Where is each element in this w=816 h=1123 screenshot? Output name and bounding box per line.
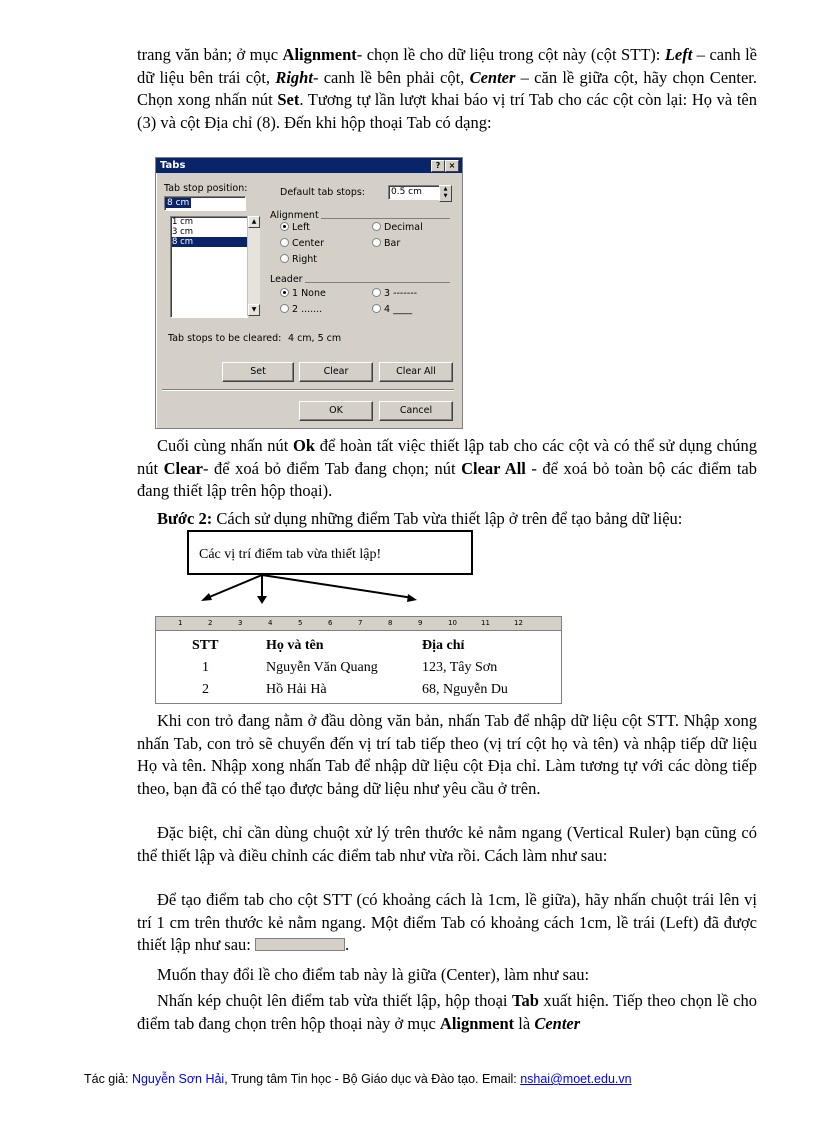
callout-box: Các vị trí điểm tab vừa thiết lập! — [187, 530, 473, 575]
page-footer: Tác giả: Nguyễn Sơn Hải, Trung tâm Tin học - Bộ Giáo dục và Đào tạo. Email: nshai@moet.edu.vn — [84, 1072, 632, 1086]
default-tab-stops-label: Default tab stops: — [280, 187, 365, 198]
scroll-up-icon[interactable]: ▲ — [248, 216, 260, 228]
leader-label: Leader — [270, 274, 303, 285]
table-cell: Nguyễn Văn Quang — [266, 660, 378, 675]
spinner-icon[interactable]: ▲ ▼ — [439, 185, 452, 202]
table-cell: 2 — [202, 682, 209, 697]
list-item[interactable]: 8 cm — [172, 237, 247, 247]
dialog-title-bar — [156, 158, 462, 173]
paragraph-ok-clear: Cuối cùng nhấn nút Ok để hoàn tất việc thiết lập tab cho các cột và có thể sử dụng chúng nút Clear- để xoá bỏ điểm Tab đang chọn; nút Clear All - để xoá bỏ toàn bộ các điểm tab đang thiết lập trên hộp thoại). — [137, 436, 757, 500]
default-tab-stops-input[interactable]: 0.5 cm — [388, 185, 440, 200]
table-cell: 68, Nguyễn Du — [422, 682, 508, 697]
paragraph-create-tab: Để tạo điểm tab cho cột STT (có khoảng cách là 1cm, lề giữa), hãy nhấn chuột trái lên vị trí 1 cm trên thước kẻ nằm ngang. Một điểm Tab có khoảng cách 1cm, lề trái (Left) đã được thiết lập như sau: . — [137, 890, 757, 954]
tab-stops-cleared-label: Tab stops to be cleared: — [168, 333, 282, 344]
horizontal-ruler[interactable]: 1 2 3 4 5 6 7 8 9 10 11 12 — [156, 617, 561, 631]
dialog-title: Tabs — [160, 160, 186, 171]
author-name: Nguyễn Sơn Hải — [131, 1072, 225, 1086]
table-header-address: Địa chỉ — [422, 638, 465, 653]
table-cell: 123, Tây Sơn — [422, 660, 498, 675]
clear-all-button[interactable]: Clear All — [379, 362, 453, 382]
tab-stop-list[interactable] — [170, 216, 248, 318]
paragraph-ruler: Đặc biệt, chỉ cần dùng chuột xử lý trên thước kẻ nằm ngang (Vertical Ruler) bạn cũng có thể thiết lập và điều chỉnh các điểm tab như vừa rồi. Cách làm như sau: — [137, 823, 757, 865]
set-button[interactable]: Set — [222, 362, 294, 382]
list-item[interactable]: 3 cm — [172, 227, 194, 237]
align-bar-radio[interactable]: Bar — [372, 238, 400, 249]
align-decimal-radio[interactable]: Decimal — [372, 222, 423, 233]
paragraph-using-tabs: Khi con trỏ đang nằm ở đầu dòng văn bản, nhấn Tab để nhập dữ liệu cột STT. Nhập xong nhấn Tab, con trỏ sẽ chuyển đến vị trí tab tiếp theo (vị trí cột họ và tên) và nhập tiếp dữ liệu Họ và tên. Nhập xong nhấn Tab để nhập dữ liệu cột Địa chỉ. Làm tương tự với các dòng tiếp theo, bạn đã có thể tạo được bảng dữ liệu như yêu cầu ở trên. — [137, 711, 757, 798]
step-2-heading: Bước 2: Cách sử dụng những điểm Tab vừa thiết lập ở trên để tạo bảng dữ liệu: — [157, 509, 683, 528]
paragraph-alignment-intro: trang văn bản; ở mục Alignment- chọn lề cho dữ liệu trong cột này (cột STT): Left – canh lề dữ liệu bên trái cột, Right- canh lề bên phải cột, Center – căn lề giữa cột, hãy chọn Center. Chọn xong nhấn nút Set. Tương tự lần lượt khai báo vị trí Tab cho các cột còn lại: Họ và tên (3) và cột Địa chỉ (8). Đến khi hộp thoại Tab có dạng: — [137, 45, 758, 132]
callout-arrows — [195, 574, 425, 606]
email-link[interactable]: nshai@moet.edu.vn — [520, 1072, 632, 1086]
align-center-radio[interactable]: Center — [280, 238, 324, 249]
ruler-table-example — [155, 616, 562, 704]
alignment-label: Alignment — [270, 210, 319, 221]
table-cell: Hồ Hải Hà — [266, 682, 327, 697]
scroll-down-icon[interactable]: ▼ — [248, 304, 260, 316]
table-header-name: Họ và tên — [266, 638, 324, 653]
help-icon[interactable]: ? — [431, 160, 445, 172]
tab-stops-cleared-value: 4 cm, 5 cm — [288, 333, 342, 344]
tab-stop-position-input[interactable]: 8 cm — [164, 196, 246, 211]
align-left-radio[interactable]: Left — [280, 222, 310, 233]
tab-stop-position-label: Tab stop position: — [164, 183, 248, 194]
list-scrollbar[interactable] — [247, 216, 260, 316]
leader-1-radio[interactable]: 1 None — [280, 288, 326, 299]
table-header-stt: STT — [192, 638, 219, 653]
leader-2-radio[interactable]: 2 ....... — [280, 304, 322, 315]
cancel-button[interactable]: Cancel — [379, 401, 453, 421]
leader-4-radio[interactable]: 4 ____ — [372, 304, 412, 315]
paragraph-change-center: Muốn thay đổi lề cho điểm tab này là giữa (Center), làm như sau: — [157, 965, 590, 984]
paragraph-double-click: Nhấn kép chuột lên điểm tab vừa thiết lập, hộp thoại Tab xuất hiện. Tiếp theo chọn lề cho điểm tab đang chọn trên hộp thoại này ở mục Alignment là Center — [137, 991, 757, 1033]
clear-button[interactable]: Clear — [299, 362, 373, 382]
leader-3-radio[interactable]: 3 ------- — [372, 288, 417, 299]
close-icon[interactable]: × — [445, 160, 459, 172]
mini-ruler-icon — [255, 938, 345, 951]
ok-button[interactable]: OK — [299, 401, 373, 421]
tabs-dialog — [155, 157, 463, 429]
table-cell: 1 — [202, 660, 209, 675]
list-item[interactable]: 1 cm — [172, 217, 194, 227]
align-right-radio[interactable]: Right — [280, 254, 317, 265]
